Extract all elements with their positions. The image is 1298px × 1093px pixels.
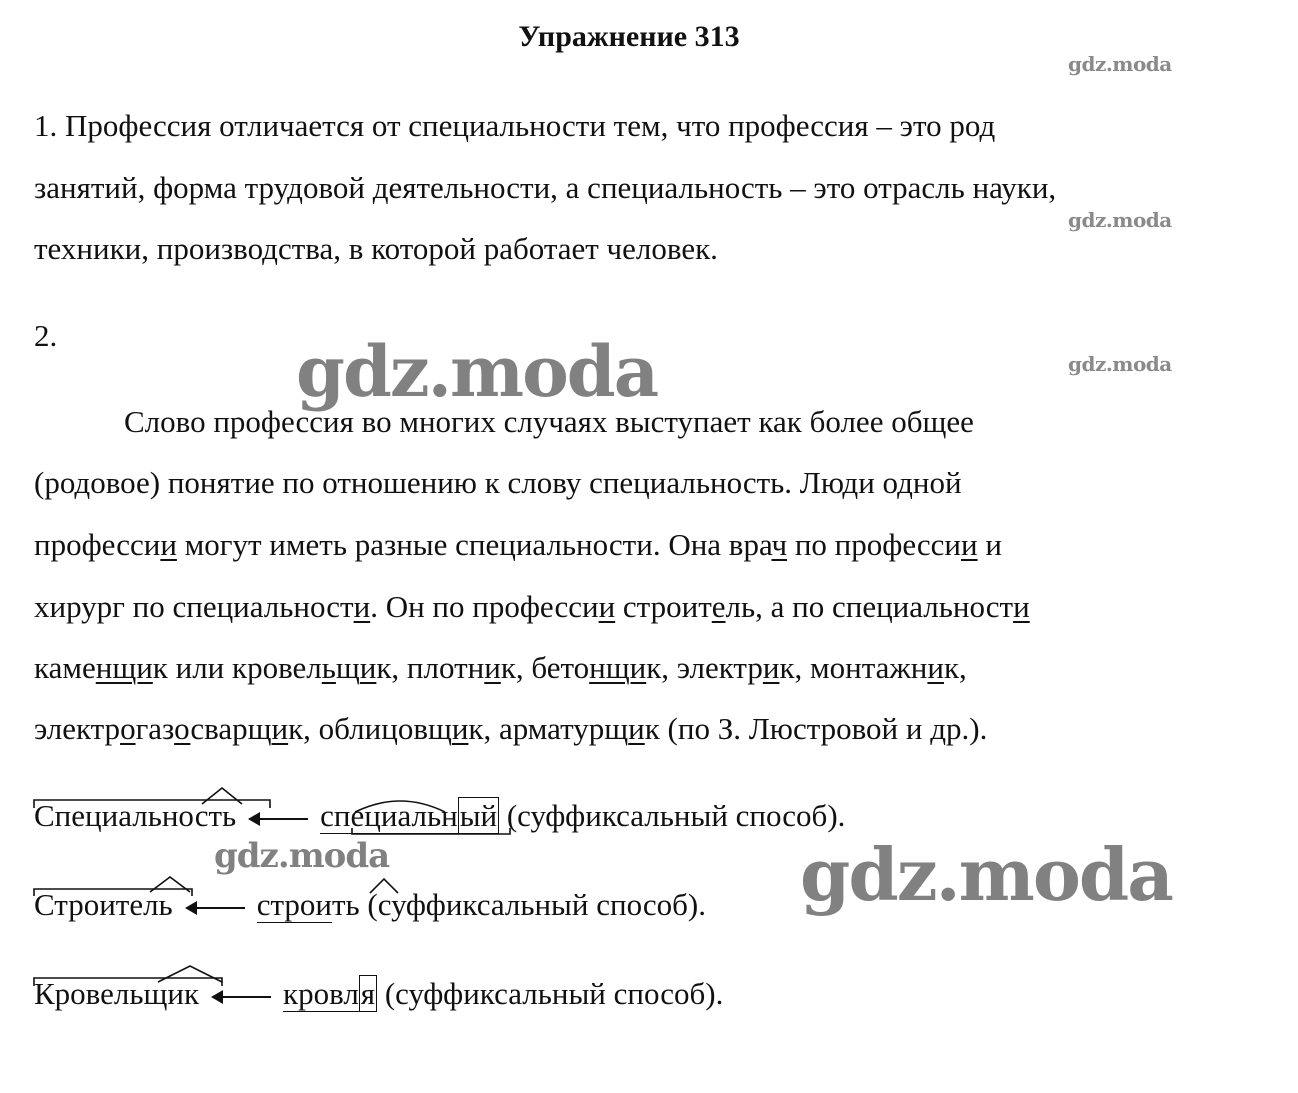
letter-mark: и — [1013, 589, 1030, 624]
letter-mark: ь — [321, 650, 336, 685]
word-ending: я — [360, 976, 376, 1011]
word-ending: ть — [331, 887, 360, 922]
letter-mark: и — [160, 527, 177, 562]
stem-bracket — [352, 828, 510, 834]
word-stem: специальн — [320, 798, 458, 833]
derived-word: Строитель — [34, 887, 173, 922]
watermark: gdz.moda — [1068, 52, 1172, 76]
suffix-mark — [158, 966, 222, 982]
letter-mark: нщи — [589, 650, 647, 685]
part2-line: электрогазосварщик, облицовщик, арматурщик (по З. Люстровой и др.). — [34, 711, 988, 746]
derivation-row: Специальность специальный (суффиксальный способ). — [34, 798, 846, 833]
letter-mark: е — [711, 589, 726, 624]
watermark-large: gdz.moda — [800, 832, 1172, 917]
watermark: gdz.moda — [1068, 208, 1172, 232]
letter-mark: и — [451, 711, 469, 746]
letter-mark: и — [628, 711, 645, 746]
derived-word: Кровельщик — [34, 976, 200, 1011]
watermark: gdz.moda — [214, 836, 390, 876]
stem-bracket — [34, 978, 222, 986]
stem-bracket — [34, 800, 270, 808]
letter-mark: и — [353, 589, 371, 624]
watermark: gdz.moda — [1068, 352, 1172, 376]
page-title: Упражнение 313 — [518, 20, 740, 53]
letter-mark: и — [960, 527, 978, 562]
part2-line: (родовое) понятие по отношению к слову специальность. Люди одной — [34, 465, 962, 500]
watermark-large: gdz.moda — [296, 330, 658, 413]
letter-mark: нщи — [95, 650, 153, 685]
letter-mark: и — [359, 650, 377, 685]
letter-mark: и — [598, 589, 616, 624]
derivation-row: Строитель строить (суффиксальный способ). — [34, 887, 706, 922]
letter-mark: о — [120, 711, 136, 746]
suffix-mark — [202, 788, 242, 804]
word-ending: ый — [459, 798, 498, 833]
letter-mark: о — [174, 711, 191, 746]
part1-line: техники, производства, в которой работает человек. — [34, 231, 718, 266]
derived-word: Специальность — [34, 798, 237, 833]
letter-mark: и — [762, 650, 780, 685]
letter-mark: ч — [771, 527, 788, 562]
root-arc — [355, 801, 445, 812]
letter-mark: и — [271, 711, 289, 746]
part2-line: профессии могут иметь разные специальности. Она врач по профессии и — [34, 527, 1002, 562]
stem-bracket — [34, 889, 192, 896]
word-stem: строи — [256, 887, 332, 922]
part2-line: каменщик или кровельщик, плотник, бетонщик, электрик, монтажник, — [34, 650, 967, 685]
word-stem: кровл — [283, 976, 359, 1011]
part1-line: занятий, форма трудовой деятельности, а специальность – это отрасль науки, — [34, 170, 1057, 205]
letter-mark: и — [484, 650, 501, 685]
part2-line: хирург по специальности. Он по профессии строитель, а по специальности — [34, 589, 1030, 624]
part2-number: 2. — [34, 318, 58, 353]
part1-line: 1. Профессия отличается от специальности тем, что профессия – это род — [34, 108, 996, 143]
letter-mark: и — [927, 650, 944, 685]
derivation-row: Кровельщик кровля (суффиксальный способ). — [34, 976, 724, 1011]
part2-line: Слово профессия во многих случаях выступает как более общее — [124, 404, 974, 439]
suffix-mark — [370, 879, 398, 893]
